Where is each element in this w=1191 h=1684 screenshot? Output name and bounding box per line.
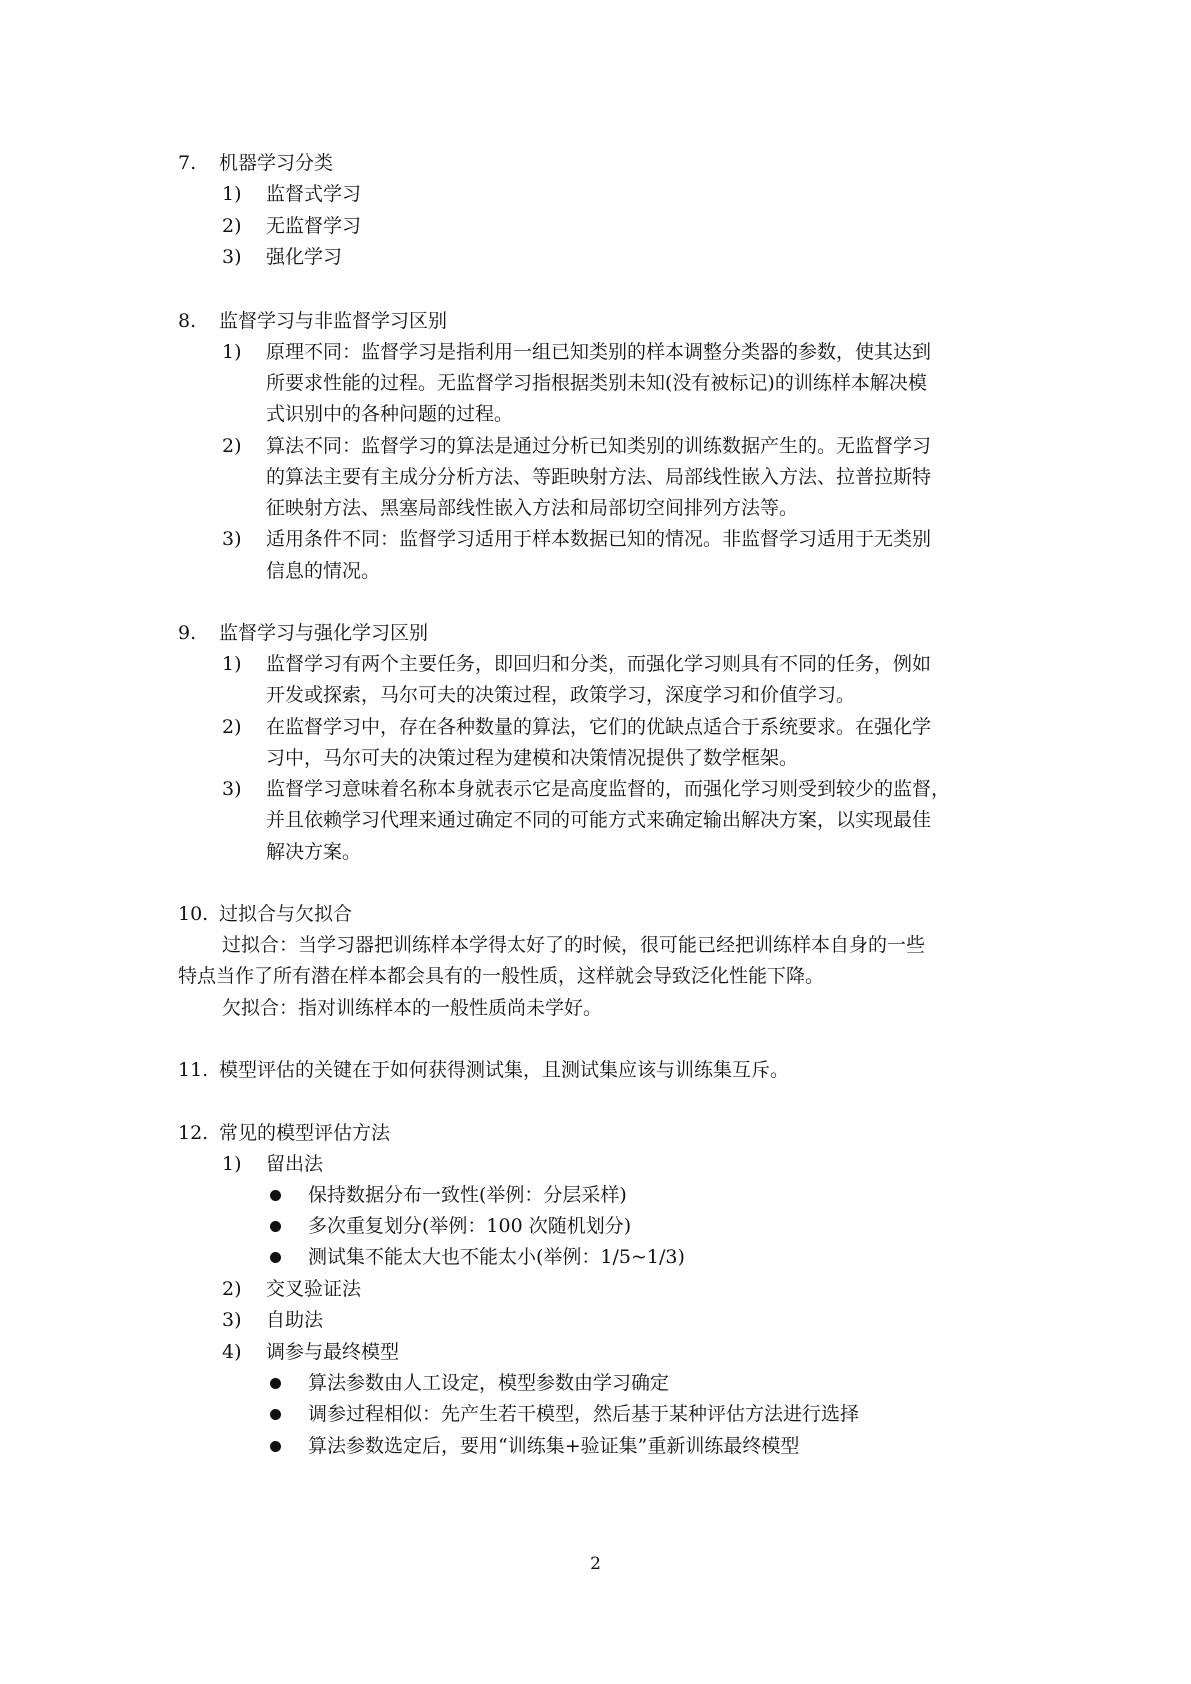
item-number: 1)	[222, 1153, 242, 1175]
bullet-dot-icon	[270, 1441, 281, 1452]
section-number: 7.	[178, 152, 197, 174]
item-line: 适用条件不同：监督学习适用于样本数据已知的情况。非监督学习适用于无类别	[266, 528, 932, 550]
item-line: 原理不同：监督学习是指利用一组已知类别的样本调整分类器的参数，使其达到	[266, 341, 932, 363]
section-number: 9.	[178, 622, 197, 644]
item-number: 2)	[222, 1278, 242, 1300]
item-text: 强化学习	[266, 246, 343, 268]
item-number: 1)	[222, 653, 242, 675]
item-number: 3)	[222, 1309, 242, 1331]
section-title: 常见的模型评估方法	[219, 1122, 391, 1144]
item-text: 自助法	[266, 1309, 324, 1331]
item-number: 4)	[222, 1341, 242, 1363]
item-text: 无监督学习	[266, 215, 362, 237]
section-title: 监督学习与非监督学习区别	[219, 310, 448, 332]
section-title: 监督学习与强化学习区别	[219, 622, 429, 644]
bullet-dot-icon	[270, 1252, 281, 1263]
bullet-dot-icon	[270, 1190, 281, 1201]
page-number: 2	[590, 1554, 601, 1574]
item-line: 监督学习有两个主要任务，即回归和分类，而强化学习则具有不同的任务，例如	[266, 653, 932, 675]
section-title: 模型评估的关键在于如何获得测试集，且测试集应该与训练集互斥。	[219, 1059, 790, 1081]
item-line: 信息的情况。	[266, 560, 381, 582]
bullet-text: 保持数据分布一致性(举例：分层采样)	[308, 1184, 627, 1206]
section-number: 12.	[178, 1122, 209, 1144]
item-number: 2)	[222, 215, 242, 237]
item-line: 监督学习意味着名称本身就表示它是高度监督的，而强化学习则受到较少的监督，	[266, 778, 951, 800]
item-number: 2)	[222, 716, 242, 738]
item-line: 所要求性能的过程。无监督学习指根据类别未知(没有被标记)的训练样本解决模	[266, 372, 927, 394]
section-title: 机器学习分类	[219, 152, 334, 174]
bullet-text: 测试集不能太大也不能太小(举例：1/5~1/3)	[308, 1246, 685, 1268]
bullet-text: 算法参数选定后，要用“训练集+验证集”重新训练最终模型	[308, 1435, 800, 1457]
bullet-text: 调参过程相似：先产生若干模型，然后基于某种评估方法进行选择	[308, 1403, 860, 1425]
item-number: 3)	[222, 246, 242, 268]
item-line: 开发或探索，马尔可夫的决策过程，政策学习，深度学习和价值学习。	[266, 684, 856, 706]
item-line: 在监督学习中，存在各种数量的算法，它们的优缺点适合于系统要求。在强化学	[266, 716, 932, 738]
item-line: 的算法主要有主成分分析方法、等距映射方法、局部线性嵌入方法、拉普拉斯特	[266, 466, 932, 488]
item-line: 习中，马尔可夫的决策过程为建模和决策情况提供了数学框架。	[266, 747, 799, 769]
item-line: 算法不同：监督学习的算法是通过分析已知类别的训练数据产生的。无监督学习	[266, 435, 932, 457]
bullet-text: 多次重复划分(举例：100 次随机划分)	[308, 1215, 632, 1237]
paragraph-line: 欠拟合：指对训练样本的一般性质尚未学好。	[222, 997, 603, 1019]
item-line: 并且依赖学习代理来通过确定不同的可能方式来确定输出解决方案，以实现最佳	[266, 809, 932, 831]
bullet-dot-icon	[270, 1378, 281, 1389]
item-line: 解决方案。	[266, 841, 362, 863]
item-text: 监督式学习	[266, 183, 362, 205]
item-number: 1)	[222, 183, 242, 205]
paragraph-line: 特点当作了所有潜在样本都会具有的一般性质，这样就会导致泛化性能下降。	[178, 965, 825, 987]
section-number: 8.	[178, 310, 197, 332]
item-number: 3)	[222, 778, 242, 800]
item-text: 留出法	[266, 1153, 324, 1175]
item-number: 3)	[222, 528, 242, 550]
item-line: 征映射方法、黑塞局部线性嵌入方法和局部切空间排列方法等。	[266, 497, 799, 519]
bullet-dot-icon	[270, 1221, 281, 1232]
bullet-text: 算法参数由人工设定，模型参数由学习确定	[308, 1372, 670, 1394]
item-number: 1)	[222, 341, 242, 363]
bullet-dot-icon	[270, 1409, 281, 1420]
section-number: 11.	[178, 1059, 209, 1081]
item-number: 2)	[222, 435, 242, 457]
section-title: 过拟合与欠拟合	[219, 903, 353, 925]
item-text: 交叉验证法	[266, 1278, 362, 1300]
section-number: 10.	[178, 903, 209, 925]
paragraph-line: 过拟合：当学习器把训练样本学得太好了的时候，很可能已经把训练样本自身的一些	[222, 934, 926, 956]
item-line: 式识别中的各种问题的过程。	[266, 403, 514, 425]
item-text: 调参与最终模型	[266, 1341, 400, 1363]
